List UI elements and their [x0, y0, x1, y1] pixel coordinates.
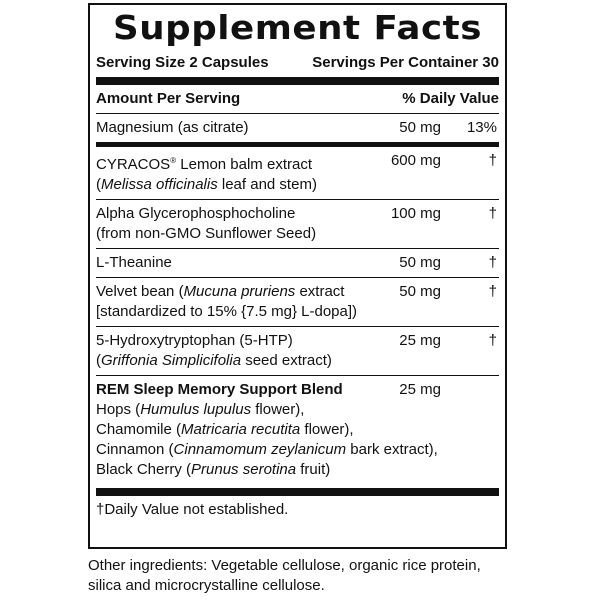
- thick-divider: [96, 77, 499, 85]
- item-post: fruit): [296, 461, 331, 478]
- ingredient-dv: †: [488, 205, 497, 222]
- ingredient-name: L-Theanine: [96, 254, 172, 271]
- blend-item-black-cherry: [96, 460, 499, 480]
- ingredient-brand: CYRACOS: [96, 156, 171, 173]
- source-rest: leaf and stem): [217, 176, 317, 193]
- source-rest: seed extract): [241, 352, 332, 369]
- paren-open: (: [96, 352, 101, 369]
- item-post: bark extract),: [346, 441, 438, 458]
- latin-name: Cinnamomum zeylanicum: [173, 441, 347, 458]
- nutrient-name: Magnesium (as citrate): [96, 119, 249, 136]
- ingredient-name: Alpha Glycerophosphocholine: [96, 205, 296, 222]
- ingredient-row-cyracos: [96, 147, 499, 200]
- blend-name: REM Sleep Memory Support Blend: [96, 381, 343, 398]
- amount-per-serving-header: Amount Per Serving: [96, 90, 241, 107]
- nutrient-dv: 13%: [466, 119, 497, 136]
- blend-amount: 25 mg: [399, 381, 441, 398]
- daily-value-header: % Daily Value: [402, 90, 499, 107]
- other-ingredients-line-2: silica and microcrystalline cellulose.: [88, 577, 325, 594]
- latin-name: Griffonia Simplicifolia: [101, 352, 242, 369]
- blend-item-hops: [96, 400, 499, 420]
- name-post: extract: [295, 283, 345, 300]
- blend-item-chamomile: [96, 420, 499, 440]
- latin-name: Humulus lupulus: [140, 401, 252, 418]
- ingredient-amount: 100 mg: [390, 205, 441, 222]
- column-header-row: [96, 85, 499, 114]
- nutrient-row-magnesium: [96, 114, 499, 142]
- nutrient-amount: 50 mg: [399, 119, 441, 136]
- servings-per-container: Servings Per Container 30: [312, 54, 499, 71]
- latin-name: Matricaria recutita: [181, 421, 301, 438]
- item-post: flower),: [251, 401, 305, 418]
- latin-name: Melissa officinalis: [101, 176, 218, 193]
- ingredient-row-5htp: [96, 327, 499, 376]
- serving-size: Serving Size 2 Capsules: [96, 54, 269, 71]
- other-ingredients-line-1: Other ingredients: Vegetable cellulose, organic rice protein,: [88, 557, 481, 574]
- ingredient-standardization: [standardized to 15% {7.5 mg} L-dopa]): [96, 303, 358, 320]
- ingredient-amount: 50 mg: [399, 283, 441, 300]
- daily-value-footnote: †Daily Value not established.: [96, 501, 289, 518]
- latin-name: Mucuna pruriens: [183, 283, 296, 300]
- ingredient-dv: †: [488, 332, 497, 349]
- ingredient-source: (from non-GMO Sunflower Seed): [96, 225, 317, 242]
- ingredient-row-rem-blend: [96, 376, 499, 484]
- supplement-facts-panel: [88, 3, 507, 549]
- latin-name: Prunus serotina: [191, 461, 297, 478]
- ingredient-row-alpha-gpc: [96, 200, 499, 249]
- thick-divider-bottom: [96, 488, 499, 496]
- ingredient-amount: 600 mg: [390, 152, 441, 169]
- serving-info: [96, 54, 499, 72]
- ingredient-dv: †: [488, 254, 497, 271]
- item-pre: Cinnamon (: [96, 441, 174, 458]
- name-pre: Velvet bean (: [96, 283, 184, 300]
- blend-item-cinnamon: [96, 440, 499, 460]
- ingredient-row-velvet-bean: [96, 278, 499, 327]
- other-ingredients: [88, 556, 528, 596]
- panel-title: Supplement Facts: [113, 8, 482, 47]
- ingredient-amount: 25 mg: [399, 332, 441, 349]
- paren-open: (: [96, 176, 101, 193]
- item-pre: Black Cherry (: [96, 461, 192, 478]
- ingredient-row-theanine: [96, 249, 499, 278]
- ingredient-source: [96, 175, 499, 195]
- item-post: flower),: [300, 421, 354, 438]
- ingredient-dv: †: [488, 152, 497, 169]
- ingredient-name: 5-Hydroxytryptophan (5-HTP): [96, 332, 293, 349]
- ingredient-dv: †: [488, 283, 497, 300]
- ingredient-source: [96, 351, 499, 371]
- registered-mark: ®: [170, 156, 177, 165]
- item-pre: Chamomile (: [96, 421, 182, 438]
- item-pre: Hops (: [96, 401, 141, 418]
- ingredient-name-rest: Lemon balm extract: [176, 156, 312, 173]
- ingredient-amount: 50 mg: [399, 254, 441, 271]
